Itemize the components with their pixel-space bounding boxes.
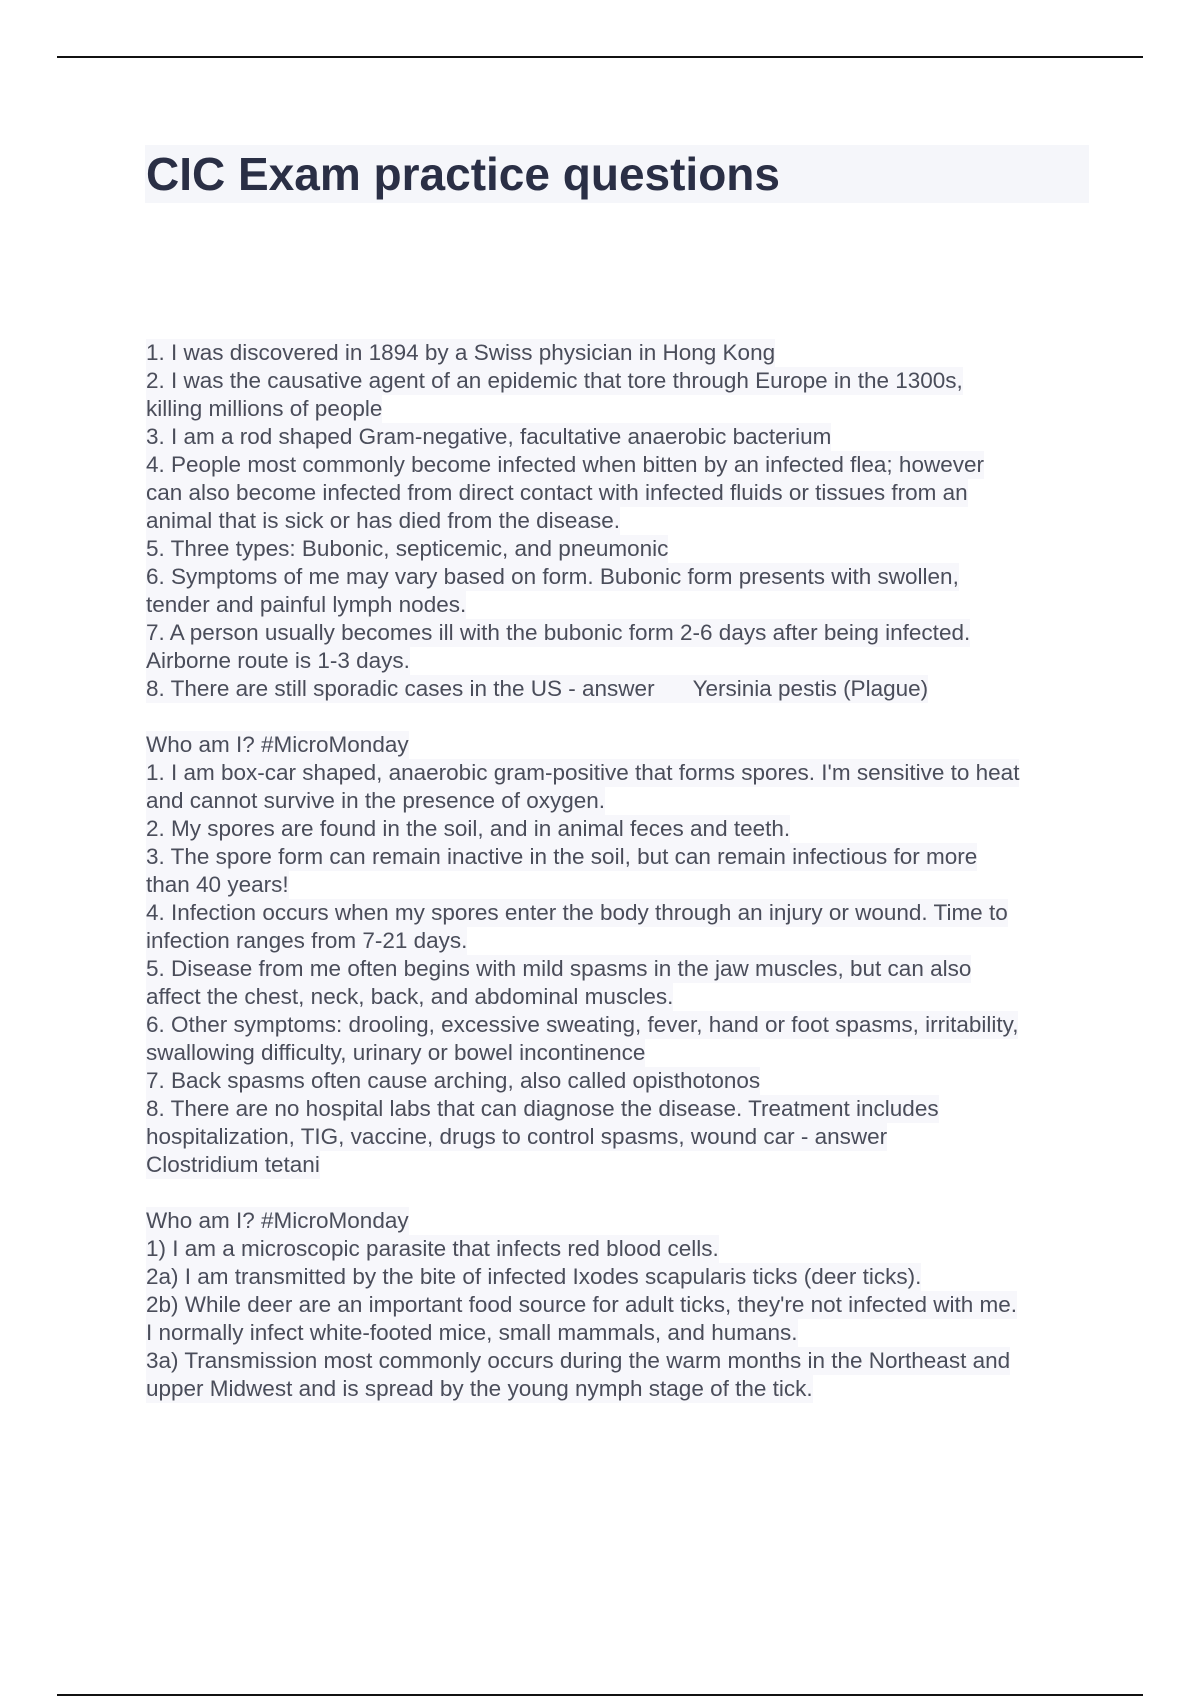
- page-title: CIC Exam practice questions: [146, 148, 780, 200]
- text-line: 1. I am box-car shaped, anaerobic gram-positive that forms spores. I'm sensitive to heat: [146, 760, 1020, 785]
- text-line: hospitalization, TIG, vaccine, drugs to control spasms, wound car - answer: [146, 1124, 888, 1149]
- answer-prefix: 8. There are still sporadic cases in the US - answer: [146, 676, 655, 701]
- text-line: 2. I was the causative agent of an epidemic that tore through Europe in the 1300s,: [146, 368, 963, 393]
- text-line: 3. The spore form can remain inactive in the soil, but can remain infectious for more: [146, 844, 978, 869]
- text-line: 7. Back spasms often cause arching, also called opisthotonos: [146, 1068, 761, 1093]
- text-line: 2b) While deer are an important food source for adult ticks, they're not infected with me.: [146, 1292, 1017, 1317]
- text-line: 4. Infection occurs when my spores enter the body through an injury or wound. Time to: [146, 900, 1008, 925]
- section-lines: [146, 1207, 1091, 1403]
- text-line: 6. Other symptoms: drooling, excessive sweating, fever, hand or foot spasms, irritability,: [146, 1012, 1019, 1037]
- text-line: 6. Symptoms of me may vary based on form. Bubonic form presents with swollen,: [146, 564, 959, 589]
- text-line: Who am I? #MicroMonday: [146, 732, 409, 757]
- text-line: killing millions of people: [146, 396, 383, 421]
- text-line: I normally infect white-footed mice, small mammals, and humans.: [146, 1320, 798, 1345]
- text-line: 5. Three types: Bubonic, septicemic, and pneumonic: [146, 536, 669, 561]
- text-line: Who am I? #MicroMonday: [146, 1208, 409, 1233]
- text-line: Clostridium tetani: [146, 1152, 320, 1177]
- text-line: 5. Disease from me often begins with mild spasms in the jaw muscles, but can also: [146, 956, 972, 981]
- text-line: swallowing difficulty, urinary or bowel incontinence: [146, 1040, 646, 1065]
- text-line: 2a) I am transmitted by the bite of infected Ixodes scapularis ticks (deer ticks).: [146, 1264, 922, 1289]
- text-line: animal that is sick or has died from the disease.: [146, 508, 620, 533]
- text-line: 3a) Transmission most commonly occurs during the warm months in the Northeast and: [146, 1348, 1011, 1373]
- text-line: upper Midwest and is spread by the young nymph stage of the tick.: [146, 1376, 813, 1401]
- section-plague: [146, 339, 1091, 703]
- bottom-rule: [57, 1694, 1143, 1696]
- answer-text: Yersinia pestis (Plague): [692, 676, 929, 701]
- document-body: [146, 339, 1091, 1403]
- text-line: 7. A person usually becomes ill with the bubonic form 2-6 days after being infected.: [146, 620, 971, 645]
- text-line: 8. There are no hospital labs that can diagnose the disease. Treatment includes: [146, 1096, 939, 1121]
- section-lines: [146, 731, 1091, 1179]
- text-line: 4. People most commonly become infected when bitten by an infected flea; however: [146, 452, 984, 477]
- text-line: affect the chest, neck, back, and abdominal muscles.: [146, 984, 674, 1009]
- answer-line: [146, 675, 928, 703]
- section-tetanus: [146, 731, 1091, 1179]
- text-line: and cannot survive in the presence of oxygen.: [146, 788, 606, 813]
- top-rule: [57, 56, 1143, 58]
- text-line: 1) I am a microscopic parasite that infects red blood cells.: [146, 1236, 719, 1261]
- text-line: than 40 years!: [146, 872, 289, 897]
- section-babesia: [146, 1207, 1091, 1403]
- text-line: 1. I was discovered in 1894 by a Swiss physician in Hong Kong: [146, 340, 776, 365]
- text-line: 3. I am a rod shaped Gram-negative, facultative anaerobic bacterium: [146, 424, 832, 449]
- text-line: 2. My spores are found in the soil, and in animal feces and teeth.: [146, 816, 791, 841]
- section-lines: [146, 339, 1091, 675]
- text-line: can also become infected from direct contact with infected fluids or tissues from an: [146, 480, 968, 505]
- text-line: Airborne route is 1-3 days.: [146, 648, 410, 673]
- text-line: infection ranges from 7-21 days.: [146, 928, 468, 953]
- text-line: tender and painful lymph nodes.: [146, 592, 467, 617]
